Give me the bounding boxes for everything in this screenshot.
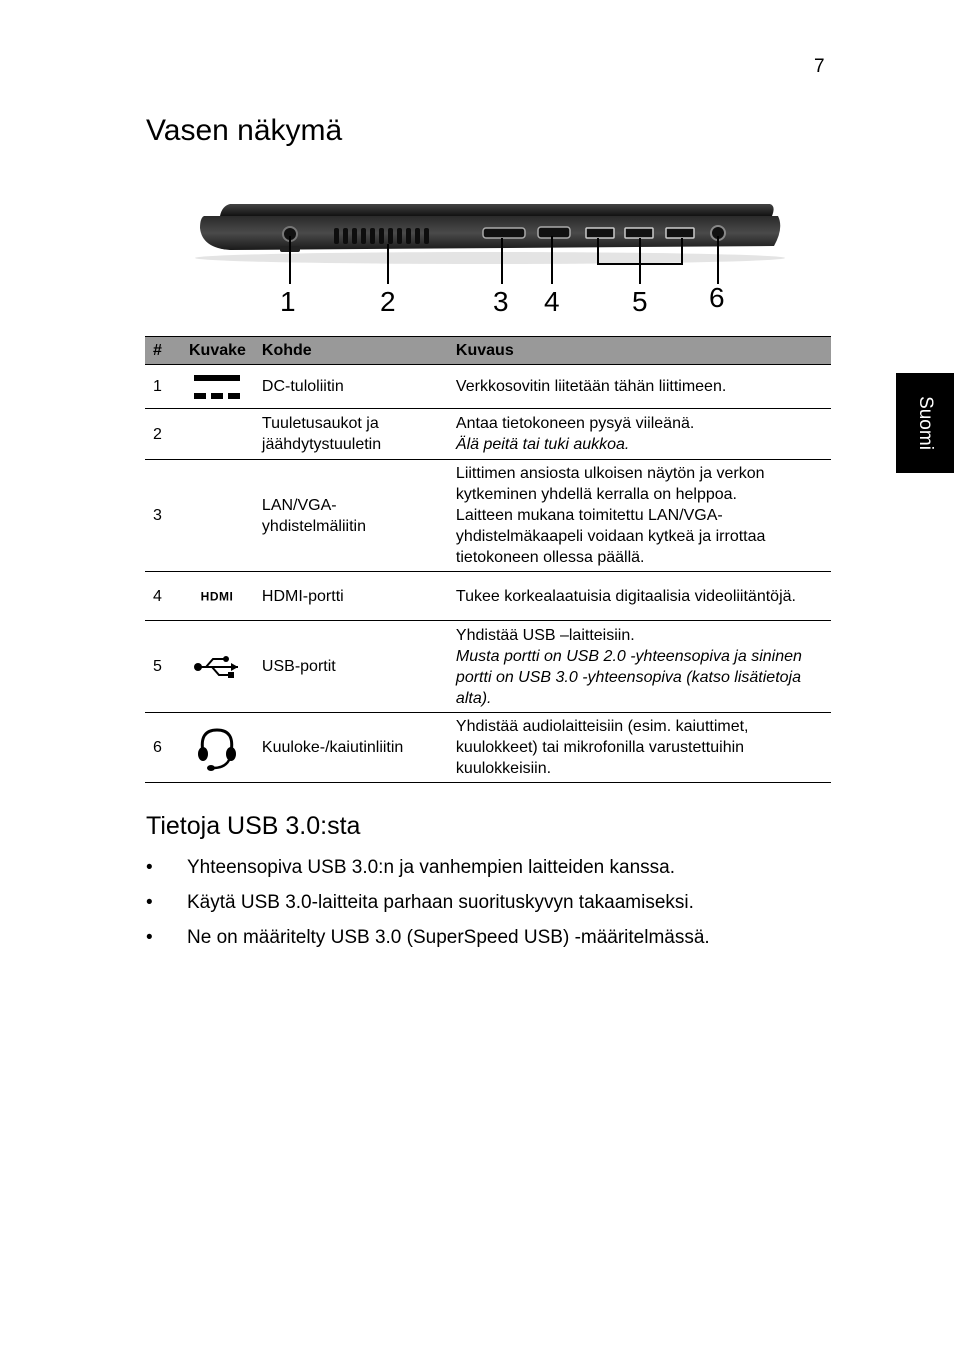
row-item: LAN/VGA-yhdistelmäliitin — [254, 460, 448, 572]
usb-bullet-list — [146, 855, 846, 960]
row-number: 6 — [145, 713, 181, 783]
table-row — [145, 621, 831, 713]
row-description: Yhdistää USB –laitteisiin. — [455, 626, 635, 644]
row-item: USB-portit — [254, 621, 448, 713]
row-description: Yhdistää audiolaitteisiin (esim. kaiuttimet, kuulokkeet) tai mikrofonilla varustettuihin kuulokkeisiin. — [455, 718, 749, 777]
headset-icon — [185, 724, 250, 772]
callout-2: 2 — [380, 286, 396, 317]
page-title: Vasen näkymä — [146, 114, 343, 147]
row-number: 3 — [145, 460, 181, 572]
table-row — [145, 572, 831, 621]
row-description: Antaa tietokoneen pysyä viileänä. — [455, 415, 695, 432]
language-tab — [896, 373, 954, 473]
row-description-note: Älä peitä tai tuki aukkoa. — [455, 436, 630, 453]
bullet-text: Käytä USB 3.0-laitteita parhaan suorituskyvyn takaamiseksi. — [187, 892, 694, 913]
table-header-row — [145, 337, 831, 365]
bullet-text: Yhteensopiva USB 3.0:n ja vanhempien laitteiden kanssa. — [187, 857, 675, 878]
row-number: 2 — [145, 409, 181, 460]
hdmi-icon — [185, 590, 250, 602]
header-icon: Kuvake — [181, 337, 254, 365]
row-item: Kuuloke-/kaiutinliitin — [254, 713, 448, 783]
dc-power-icon — [185, 372, 250, 402]
row-item: DC-tuloliitin — [254, 365, 448, 409]
row-item: HDMI-portti — [254, 572, 448, 621]
list-item — [146, 890, 846, 925]
usb-section-title: Tietoja USB 3.0:sta — [146, 812, 361, 840]
callout-6: 6 — [709, 282, 725, 313]
header-item: Kohde — [254, 337, 448, 365]
bullet-marker: • — [146, 927, 153, 948]
svg-text:HDMI: HDMI — [201, 590, 234, 602]
callout-1: 1 — [280, 286, 296, 317]
page-number: 7 — [814, 56, 825, 77]
bullet-marker: • — [146, 857, 153, 878]
row-description: Liittimen ansiosta ulkoisen näytön ja verkon kytkeminen yhdellä kerralla on helppoa. — [455, 465, 765, 503]
language-tab-label: Suomi — [915, 396, 936, 450]
list-item — [146, 855, 846, 890]
callout-3: 3 — [493, 286, 509, 317]
header-description: Kuvaus — [448, 337, 831, 365]
callout-4: 4 — [544, 286, 560, 317]
ports-table — [145, 336, 831, 783]
row-number: 4 — [145, 572, 181, 621]
row-item: Tuuletusaukot ja jäähdytystuuletin — [254, 409, 448, 460]
bullet-text: Ne on määritelty USB 3.0 (SuperSpeed USB) -määritelmässä. — [187, 927, 710, 948]
table-row — [145, 365, 831, 409]
usb-icon — [185, 654, 250, 680]
callout-5: 5 — [632, 286, 648, 317]
table-row — [145, 713, 831, 783]
row-description: Verkkosovitin liitetään tähän liittimeen. — [455, 378, 727, 395]
row-description: Tukee korkealaatuisia digitaalisia videoliitäntöjä. — [455, 587, 796, 605]
row-description: Laitteen mukana toimitettu LAN/VGA-yhdistelmäkaapeli voidaan kytkeä ja irrottaa tietokoneen ollessa päällä. — [455, 507, 766, 566]
row-number: 1 — [145, 365, 181, 409]
list-item — [146, 925, 846, 960]
table-row — [145, 460, 831, 572]
bullet-marker: • — [146, 892, 153, 913]
header-number: # — [145, 337, 181, 365]
row-description-note: Musta portti on USB 2.0 -yhteensopiva ja sininen portti on USB 3.0 -yhteensopiva (katso lisätietoja alta). — [455, 647, 802, 707]
row-number: 5 — [145, 621, 181, 713]
table-row — [145, 409, 831, 460]
